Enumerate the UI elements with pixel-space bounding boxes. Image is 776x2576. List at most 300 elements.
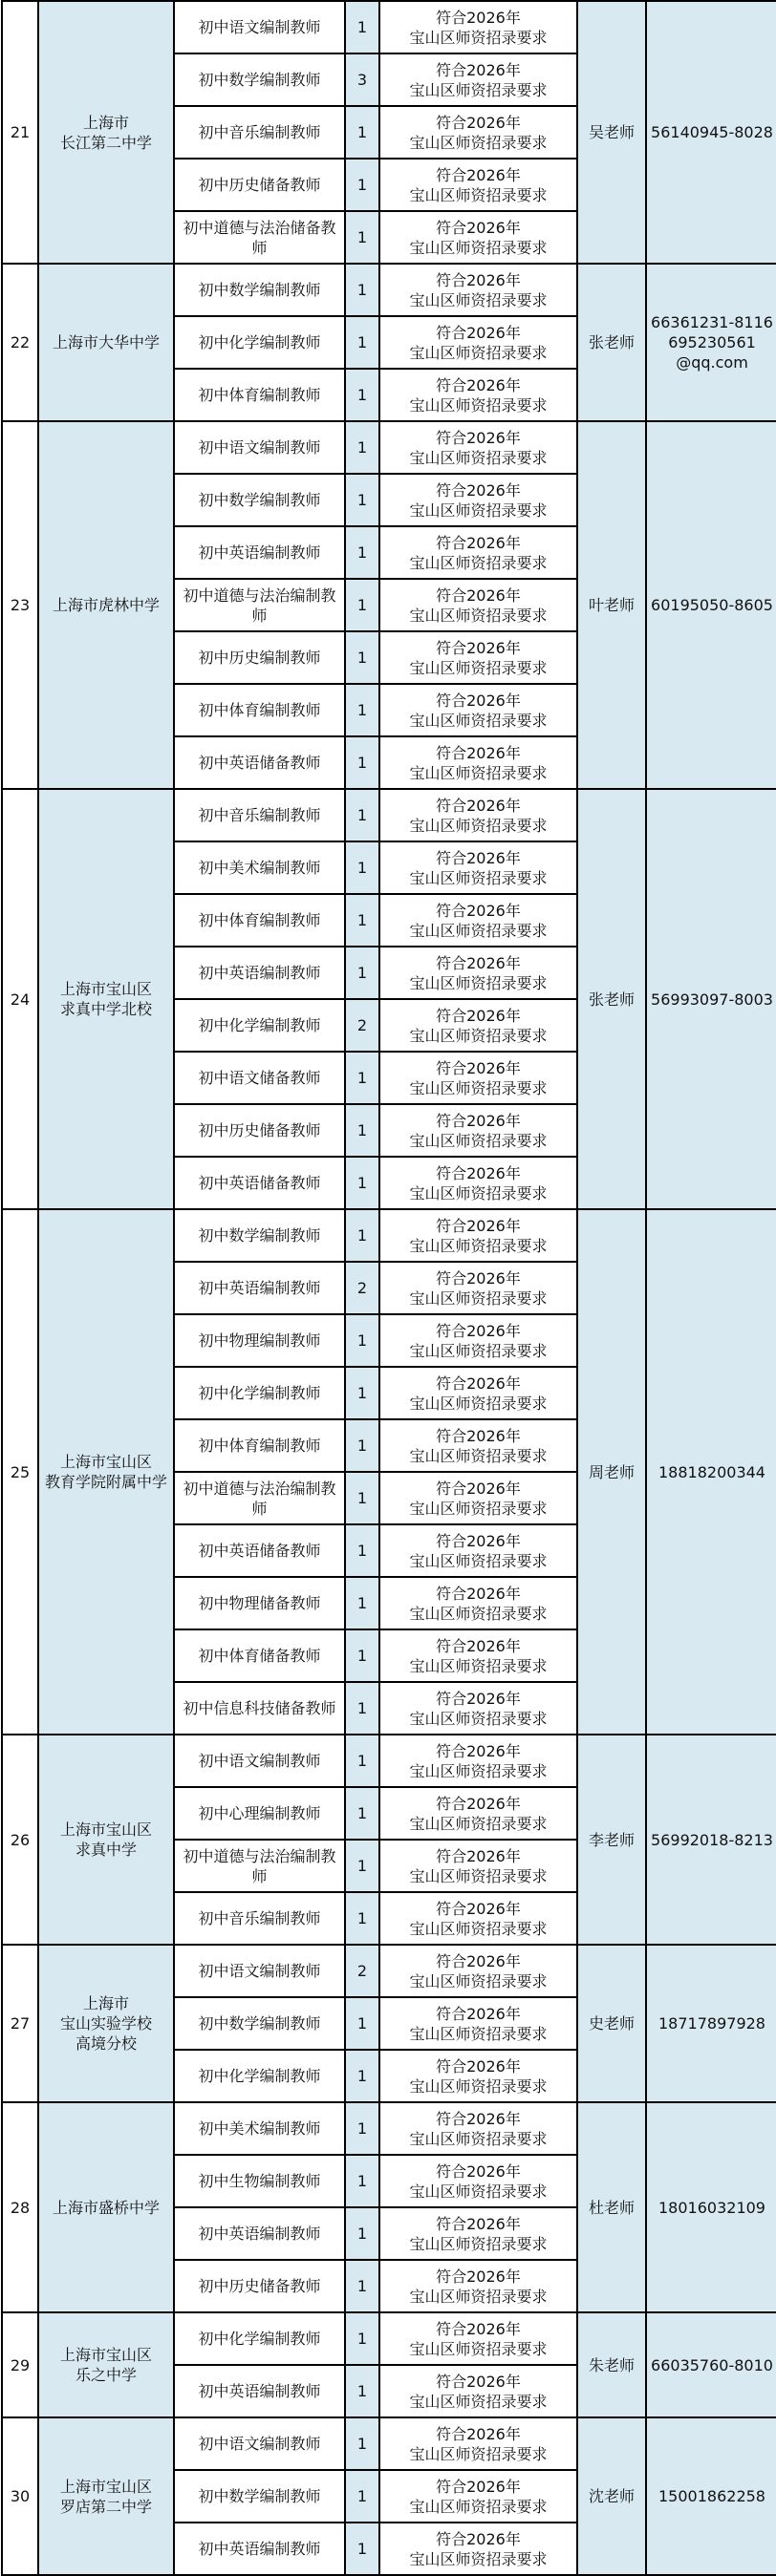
text-line: 初中信息科技储备教师 (183, 1699, 336, 1717)
text-line: 初中英语编制教师 (198, 2382, 321, 2400)
text-line: 宝山区师资招录要求 (409, 1236, 548, 1255)
text-line: 符合2026年 (436, 1216, 521, 1235)
text-line: 宝山区师资招录要求 (409, 1394, 548, 1413)
position-count-cell (345, 369, 379, 421)
position-count-cell (345, 947, 379, 999)
text-line: 1 (356, 1174, 368, 1192)
text-line: 60195050-8605 (651, 596, 773, 614)
text-line: 初中语文编制教师 (198, 18, 321, 36)
text-line: 宝山区师资招录要求 (409, 2444, 548, 2463)
school-name-cell (38, 2102, 174, 2312)
position-title-cell (174, 2470, 345, 2523)
contact-phone-cell (646, 264, 776, 421)
position-title-cell (174, 2050, 345, 2102)
text-line: 叶老师 (588, 596, 635, 614)
position-title-cell (174, 2523, 345, 2575)
text-line: 2 (356, 1962, 368, 1980)
text-line: 符合2026年 (436, 1636, 521, 1655)
text-line: 符合2026年 (436, 743, 521, 762)
text-line: 初中生物编制教师 (198, 2172, 321, 2190)
requirement-cell (379, 2102, 577, 2155)
text-line: 24 (10, 990, 31, 1009)
position-count-cell (345, 789, 379, 841)
text-line: 符合2026年 (436, 270, 521, 289)
text-line: 符合2026年 (436, 691, 521, 710)
text-line: 符合2026年 (436, 8, 521, 27)
requirement-cell (379, 1157, 577, 1209)
requirement-cell (379, 1577, 577, 1629)
text-line: 1 (356, 176, 368, 194)
text-line: 上海市盛桥中学 (52, 2198, 160, 2217)
text-line: 宝山区师资招录要求 (409, 1814, 548, 1833)
text-line: 符合2026年 (436, 323, 521, 342)
requirement-cell (379, 159, 577, 211)
position-title-cell (174, 369, 345, 421)
text-line: 符合2026年 (436, 2004, 521, 2023)
text-line: 初中英语储备教师 (198, 1174, 321, 1192)
text-line: 初中英语编制教师 (198, 964, 321, 982)
position-title-cell (174, 2207, 345, 2260)
text-line: 杜老师 (588, 2198, 635, 2217)
text-line: 初中英语编制教师 (198, 1279, 321, 1297)
position-count-cell (345, 999, 379, 1052)
text-line: 符合2026年 (436, 2267, 521, 2286)
text-line: 宝山区师资招录要求 (409, 1078, 548, 1097)
text-line: 李老师 (588, 1830, 635, 1849)
text-line: 宝山区师资招录要求 (409, 1604, 548, 1623)
text-line: 宝山区师资招录要求 (409, 2129, 548, 2148)
requirement-cell (379, 579, 577, 631)
school-name-cell (38, 264, 174, 421)
position-count-cell (345, 211, 379, 264)
text-line: 18818200344 (658, 1462, 765, 1481)
text-line: 宝山区师资招录要求 (409, 290, 548, 309)
requirement-cell (379, 684, 577, 736)
text-line: 符合2026年 (436, 165, 521, 184)
text-line: 宝山区师资招录要求 (409, 2392, 548, 2411)
position-title-cell (174, 579, 345, 631)
position-title-cell (174, 631, 345, 684)
text-line: 符合2026年 (436, 1479, 521, 1498)
text-line: 符合2026年 (436, 848, 521, 867)
text-line: 宝山区师资招录要求 (409, 2024, 548, 2043)
text-line: 宝山区师资招录要求 (409, 2076, 548, 2096)
text-line: 1 (356, 2277, 368, 2295)
position-title-cell (174, 1, 345, 53)
row-number-cell (2, 789, 38, 1209)
text-line: 15001862258 (658, 2487, 765, 2505)
position-count-cell (345, 53, 379, 106)
text-line: 张老师 (588, 333, 635, 351)
position-count-cell (345, 2365, 379, 2417)
text-line: 初中美术编制教师 (198, 859, 321, 877)
requirement-cell (379, 2155, 577, 2207)
text-line: 56140945-8028 (651, 123, 773, 141)
position-count-cell (345, 1945, 379, 1997)
text-line: 符合2026年 (436, 1741, 521, 1760)
text-line: 初中历史储备教师 (198, 2277, 321, 2295)
text-line: 27 (10, 2014, 31, 2033)
contact-phone-cell (646, 2312, 776, 2417)
position-title-cell (174, 1472, 345, 1524)
text-line: 符合2026年 (436, 2056, 521, 2076)
text-line: 初中道德与法治编制教师 (183, 1479, 336, 1518)
text-line: 周老师 (588, 1462, 635, 1481)
text-line: 1 (356, 123, 368, 141)
position-title-cell (174, 1945, 345, 1997)
position-title-cell (174, 474, 345, 526)
text-line: 符合2026年 (436, 1689, 521, 1708)
text-line: 1 (356, 1384, 368, 1402)
text-line: 初中物理储备教师 (198, 1594, 321, 1612)
text-line: 宝山区师资招录要求 (409, 238, 548, 257)
text-line: 3 (356, 71, 368, 89)
position-title-cell (174, 106, 345, 159)
text-line: 宝山区师资招录要求 (409, 1551, 548, 1570)
row-number-cell (2, 2312, 38, 2417)
contact-name-cell (577, 264, 646, 421)
position-title-cell (174, 2312, 345, 2365)
position-count-cell (345, 1472, 379, 1524)
text-line: 1 (356, 1699, 368, 1717)
position-title-cell (174, 789, 345, 841)
text-line: 1 (356, 806, 368, 824)
text-line: 1 (356, 2487, 368, 2505)
text-line: 26 (10, 1830, 31, 1849)
position-count-cell (345, 2312, 379, 2365)
contact-name-cell (577, 1945, 646, 2102)
text-line: 宝山区师资招录要求 (409, 1341, 548, 1360)
text-line: 初中历史储备教师 (198, 176, 321, 194)
text-line: 1 (356, 1594, 368, 1612)
requirement-cell (379, 1367, 577, 1419)
text-line: 1 (356, 228, 368, 246)
text-line: 初中数学编制教师 (198, 491, 321, 509)
text-line: 2 (356, 1279, 368, 1297)
text-line: 符合2026年 (436, 953, 521, 972)
table-row (2, 2102, 776, 2155)
position-title-cell (174, 1997, 345, 2050)
text-line: 符合2026年 (436, 1426, 521, 1445)
text-line: 宝山区师资招录要求 (409, 1761, 548, 1780)
text-line: 初中体育编制教师 (198, 386, 321, 404)
text-line: 宝山区师资招录要求 (409, 1709, 548, 1728)
text-line: @qq.com (676, 353, 748, 372)
text-line: 1 (356, 911, 368, 929)
text-line: 初中音乐编制教师 (198, 806, 321, 824)
text-line: 宝山区师资招录要求 (409, 28, 548, 47)
table-row (2, 264, 776, 316)
text-line: 1 (356, 2382, 368, 2400)
text-line: 初中英语储备教师 (198, 754, 321, 772)
text-line: 56992018-8213 (651, 1830, 773, 1849)
contact-phone-cell (646, 1945, 776, 2102)
text-line: 1 (356, 1647, 368, 1665)
position-count-cell (345, 1157, 379, 1209)
requirement-cell (379, 631, 577, 684)
text-line: 初中体育编制教师 (198, 911, 321, 929)
text-line: 符合2026年 (436, 2529, 521, 2548)
position-count-cell (345, 1840, 379, 1892)
text-line: 上海市宝山区 (59, 2477, 152, 2496)
position-count-cell (345, 1314, 379, 1367)
text-line: 符合2026年 (436, 1899, 521, 1918)
position-title-cell (174, 2260, 345, 2312)
requirement-cell (379, 53, 577, 106)
position-count-cell (345, 1682, 379, 1735)
text-line: 初中英语储备教师 (198, 1542, 321, 1560)
text-line: 1 (356, 754, 368, 772)
text-line: 1 (356, 2067, 368, 2085)
position-title-cell (174, 1577, 345, 1629)
position-title-cell (174, 1314, 345, 1367)
position-title-cell (174, 736, 345, 789)
text-line: 1 (356, 2225, 368, 2243)
position-title-cell (174, 2365, 345, 2417)
requirement-cell (379, 1524, 577, 1577)
requirement-cell (379, 2312, 577, 2365)
requirement-cell (379, 264, 577, 316)
text-line: 宝山区师资招录要求 (409, 553, 548, 572)
requirement-cell (379, 1997, 577, 2050)
text-line: 1 (356, 1542, 368, 1560)
text-line: 1 (356, 1857, 368, 1875)
position-count-cell (345, 1524, 379, 1577)
text-line: 1 (356, 701, 368, 719)
position-count-cell (345, 1052, 379, 1104)
row-number-cell (2, 264, 38, 421)
requirement-cell (379, 1419, 577, 1472)
text-line: 初中美术编制教师 (198, 2119, 321, 2138)
contact-phone-cell (646, 1209, 776, 1735)
contact-name-cell (577, 2417, 646, 2575)
position-title-cell (174, 1262, 345, 1314)
position-count-cell (345, 1577, 379, 1629)
text-line: 1 (356, 2172, 368, 2190)
text-line: 25 (10, 1462, 31, 1481)
contact-phone-cell (646, 1735, 776, 1945)
text-line: 66035760-8010 (651, 2355, 773, 2374)
text-line: 符合2026年 (436, 60, 521, 79)
text-line: 符合2026年 (436, 1321, 521, 1340)
position-count-cell (345, 2417, 379, 2470)
text-line: 宝山区师资招录要求 (409, 80, 548, 99)
text-line: 宝山区师资招录要求 (409, 133, 548, 152)
row-number-cell (2, 421, 38, 789)
text-line: 宝山区师资招录要求 (409, 606, 548, 625)
text-line: 上海市宝山区 (59, 1820, 152, 1839)
requirement-cell (379, 2260, 577, 2312)
text-line: 宝山区师资招录要求 (409, 711, 548, 730)
text-line: 1 (356, 649, 368, 667)
text-line: 初中数学编制教师 (198, 2487, 321, 2505)
requirement-cell (379, 2050, 577, 2102)
requirement-cell (379, 999, 577, 1052)
school-name-cell (38, 421, 174, 789)
requirement-cell (379, 1052, 577, 1104)
text-line: 符合2026年 (436, 218, 521, 237)
requirement-cell (379, 369, 577, 421)
text-line: 初中化学编制教师 (198, 1016, 321, 1034)
position-title-cell (174, 1209, 345, 1262)
text-line: 初中语文编制教师 (198, 438, 321, 457)
text-line: 上海市 (82, 1994, 129, 2012)
text-line: 初中音乐编制教师 (198, 1909, 321, 1927)
position-count-cell (345, 1262, 379, 1314)
requirement-cell (379, 1682, 577, 1735)
position-count-cell (345, 526, 379, 579)
table-row (2, 2312, 776, 2365)
text-line: 宝山区师资招录要求 (409, 395, 548, 415)
position-count-cell (345, 1997, 379, 2050)
position-title-cell (174, 1104, 345, 1157)
text-line: 初中语文编制教师 (198, 1962, 321, 1980)
position-title-cell (174, 211, 345, 264)
school-name-cell (38, 1945, 174, 2102)
row-number-cell (2, 2102, 38, 2312)
position-title-cell (174, 1682, 345, 1735)
contact-name-cell (577, 2312, 646, 2417)
text-line: 符合2026年 (436, 1846, 521, 1865)
text-line: 符合2026年 (436, 1794, 521, 1813)
requirement-cell (379, 1892, 577, 1945)
text-line: 宝山区师资招录要求 (409, 658, 548, 677)
contact-name-cell (577, 421, 646, 789)
requirement-cell (379, 789, 577, 841)
text-line: 初中化学编制教师 (198, 2067, 321, 2085)
position-count-cell (345, 1104, 379, 1157)
text-line: 22 (10, 333, 31, 351)
position-title-cell (174, 159, 345, 211)
text-line: 上海市宝山区 (59, 1453, 152, 1471)
text-line: 高境分校 (75, 2034, 137, 2053)
text-line: 初中历史编制教师 (198, 649, 321, 667)
recruitment-table-body (2, 1, 776, 2575)
text-line: 符合2026年 (436, 2319, 521, 2338)
school-name-cell (38, 2417, 174, 2575)
text-line: 初中化学编制教师 (198, 2330, 321, 2348)
text-line: 66361231-8116 (651, 313, 773, 331)
text-line: 符合2026年 (436, 2424, 521, 2443)
text-line: 初中英语编制教师 (198, 2225, 321, 2243)
position-count-cell (345, 2102, 379, 2155)
text-line: 1 (356, 281, 368, 299)
recruitment-table (1, 0, 776, 2576)
text-line: 宝山区师资招录要求 (409, 921, 548, 940)
text-line: 初中体育储备教师 (198, 1647, 321, 1665)
requirement-cell (379, 947, 577, 999)
position-title-cell (174, 1840, 345, 1892)
position-title-cell (174, 1629, 345, 1682)
text-line: 上海市 (82, 113, 129, 132)
text-line: 宝山区师资招录要求 (409, 1131, 548, 1150)
position-title-cell (174, 684, 345, 736)
position-count-cell (345, 1209, 379, 1262)
position-count-cell (345, 1787, 379, 1840)
school-name-cell (38, 2312, 174, 2417)
position-count-cell (345, 1419, 379, 1472)
position-count-cell (345, 1735, 379, 1787)
position-title-cell (174, 894, 345, 947)
school-name-cell (38, 1, 174, 264)
position-title-cell (174, 2102, 345, 2155)
text-line: 宝山区师资招录要求 (409, 2549, 548, 2568)
requirement-cell (379, 841, 577, 894)
text-line: 30 (10, 2487, 31, 2505)
table-row (2, 421, 776, 474)
requirement-cell (379, 1209, 577, 1262)
text-line: 2 (356, 1016, 368, 1034)
text-line: 乐之中学 (75, 2366, 137, 2384)
text-line: 宝山区师资招录要求 (409, 1656, 548, 1675)
requirement-cell (379, 526, 577, 579)
text-line: 宝山区师资招录要求 (409, 2287, 548, 2306)
text-line: 符合2026年 (436, 1006, 521, 1025)
text-line: 宝山区师资招录要求 (409, 1866, 548, 1885)
requirement-cell (379, 1735, 577, 1787)
table-row (2, 1209, 776, 1262)
requirement-cell (379, 106, 577, 159)
requirement-cell (379, 2523, 577, 2575)
text-line: 符合2026年 (436, 1584, 521, 1603)
school-name-cell (38, 1735, 174, 1945)
text-line: 1 (356, 2540, 368, 2558)
position-count-cell (345, 2470, 379, 2523)
text-line: 1 (356, 1804, 368, 1822)
text-line: 初中体育编制教师 (198, 701, 321, 719)
table-row (2, 1945, 776, 1997)
requirement-cell (379, 2207, 577, 2260)
text-line: 吴老师 (588, 123, 635, 141)
text-line: 初中化学编制教师 (198, 1384, 321, 1402)
row-number-cell (2, 1945, 38, 2102)
text-line: 符合2026年 (436, 375, 521, 394)
requirement-cell (379, 1787, 577, 1840)
requirement-cell (379, 1840, 577, 1892)
text-line: 56993097-8003 (651, 990, 773, 1009)
text-line: 1 (356, 1226, 368, 1245)
text-line: 1 (356, 386, 368, 404)
requirement-cell (379, 211, 577, 264)
text-line: 28 (10, 2198, 31, 2217)
text-line: 1 (356, 2119, 368, 2138)
text-line: 符合2026年 (436, 1951, 521, 1970)
text-line: 宝山区师资招录要求 (409, 2182, 548, 2201)
text-line: 初中化学编制教师 (198, 333, 321, 351)
contact-phone-cell (646, 421, 776, 789)
text-line: 符合2026年 (436, 901, 521, 920)
text-line: 宝山区师资招录要求 (409, 1971, 548, 1991)
text-line: 宝山区师资招录要求 (409, 448, 548, 467)
text-line: 1 (356, 2435, 368, 2453)
text-line: 符合2026年 (436, 1268, 521, 1288)
position-title-cell (174, 1524, 345, 1577)
text-line: 1 (356, 1752, 368, 1770)
text-line: 1 (356, 438, 368, 457)
text-line: 初中道德与法治编制教师 (183, 1846, 336, 1885)
position-title-cell (174, 999, 345, 1052)
text-line: 宝山区师资招录要求 (409, 868, 548, 887)
text-line: 符合2026年 (436, 638, 521, 657)
text-line: 求真中学北校 (59, 1000, 152, 1018)
text-line: 宝山区师资招录要求 (409, 1499, 548, 1518)
position-count-cell (345, 264, 379, 316)
text-line: 符合2026年 (436, 1531, 521, 1550)
requirement-cell (379, 1262, 577, 1314)
text-line: 上海市宝山区 (59, 2346, 152, 2364)
position-title-cell (174, 53, 345, 106)
position-title-cell (174, 947, 345, 999)
